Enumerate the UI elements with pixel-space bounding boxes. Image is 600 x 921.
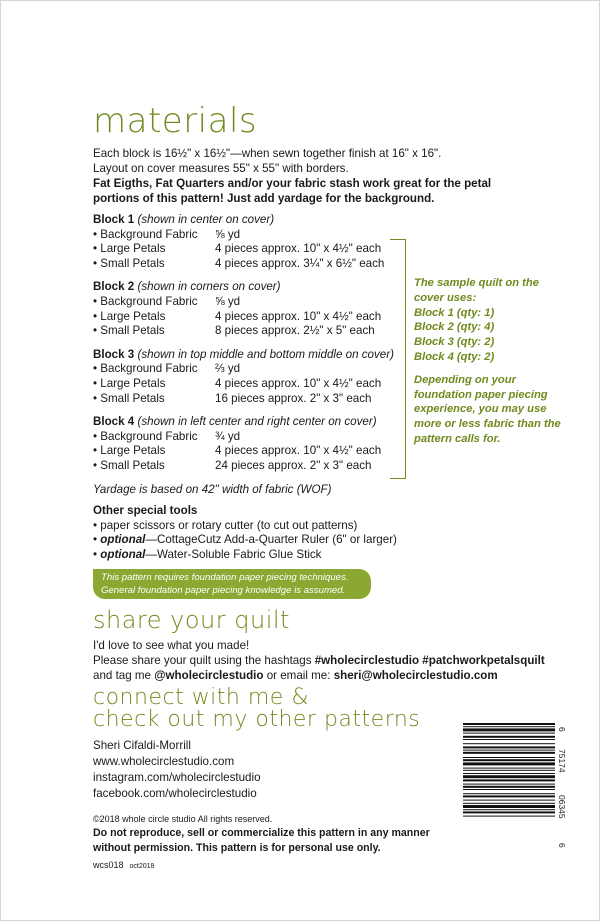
- upc-barcode: [463, 723, 568, 857]
- social-handle: @wholecirclestudio: [154, 669, 264, 682]
- fabric-amount: 4 pieces approx. 3¼" x 6½" each: [215, 256, 385, 270]
- pattern-date: oct2018: [129, 863, 155, 870]
- block-4: [93, 415, 413, 473]
- tool-text: paper scissors or rotary cutter (to cut out patterns): [100, 518, 358, 532]
- block-2: [93, 280, 413, 338]
- block-note: (shown in left center and right center on cover): [137, 415, 377, 429]
- contact-list: [93, 738, 261, 802]
- block-row: [93, 310, 413, 325]
- fabric-amount: ⅝ yd: [215, 227, 241, 241]
- materials-intro: [93, 146, 493, 206]
- share-line-3-mid: or email me:: [263, 669, 334, 682]
- fabric-item: • Large Petals: [93, 309, 166, 323]
- block-title: Block 4: [93, 415, 135, 429]
- copyright: ©2018 whole circle studio All rights reserved.: [93, 814, 273, 824]
- fabric-item: • Large Petals: [93, 242, 166, 256]
- blocks-list: [93, 213, 413, 497]
- intro-line-2: Layout on cover measures 55" x 55" with borders.: [93, 162, 349, 175]
- barcode-digit-first: 6: [557, 843, 567, 848]
- sidenote-paragraph: Depending on your foundation paper piecing experience, you may use more or less fabric than the pattern calls for.: [414, 373, 561, 445]
- sidenote-bracket: [390, 239, 406, 479]
- banner-line: This pattern requires foundation paper piecing techniques.: [101, 572, 349, 583]
- block-row: [93, 242, 413, 257]
- fabric-amount: 4 pieces approx. 10" x 4½" each: [215, 444, 382, 458]
- legal-footer: [93, 813, 463, 873]
- sidenote-block: [414, 276, 564, 365]
- fabric-item: • Background Fabric: [93, 362, 198, 376]
- block-note: (shown in top middle and bottom middle on cover): [137, 347, 394, 361]
- fabric-item: • Small Petals: [93, 458, 165, 472]
- pattern-code: [93, 859, 463, 873]
- block-row: [93, 324, 413, 339]
- block-row: [93, 430, 413, 445]
- fabric-amount: 4 pieces approx. 10" x 4½" each: [215, 242, 382, 256]
- block-note: (shown in center on cover): [137, 213, 275, 226]
- fabric-item: • Small Petals: [93, 324, 165, 338]
- block-3: [93, 348, 413, 406]
- website-link: www.wholecirclestudio.com: [93, 755, 235, 768]
- fabric-amount: ⅔ yd: [215, 362, 241, 376]
- block-row: [93, 444, 413, 459]
- author-name: Sheri Cifaldi-Morrill: [93, 739, 191, 752]
- share-line-3: [93, 668, 563, 683]
- tool-optional-label: optional: [100, 533, 146, 547]
- block-row: [93, 295, 413, 310]
- block-title: Block 2: [93, 280, 135, 294]
- instagram-link: instagram.com/wholecirclestudio: [93, 771, 261, 784]
- block-row: [93, 362, 413, 377]
- block-1: [93, 213, 413, 271]
- fabric-item: • Background Fabric: [93, 294, 198, 308]
- block-row: [93, 257, 413, 272]
- tool-optional-label: optional: [100, 547, 146, 561]
- fabric-amount: 8 pieces approx. 2½" x 5" each: [215, 324, 375, 338]
- usage-warning: Do not reproduce, sell or commercialize this pattern in any manner without permission. This pattern is for personal use only.: [93, 827, 430, 854]
- sidenote-qty-line: Block 4 (qty: 2): [414, 350, 495, 363]
- tool-text: —CottageCutz Add-a-Quarter Ruler (6" or larger): [145, 533, 397, 547]
- fabric-item: • Background Fabric: [93, 429, 198, 443]
- special-tools: [93, 504, 453, 562]
- sidenote-qty-line: Block 1 (qty: 1): [414, 306, 495, 319]
- block-row: [93, 392, 413, 407]
- share-heading: share your quilt: [93, 606, 290, 634]
- share-body: [93, 638, 563, 683]
- share-line-1: I'd love to see what you made!: [93, 639, 250, 652]
- intro-bold-note: Fat Eigths, Fat Quarters and/or your fabric stash work great for the petal portions of this pattern! Just add yardage for the background.: [93, 177, 492, 205]
- barcode-digit-last: 6: [557, 727, 567, 732]
- fabric-amount: ¾ yd: [215, 429, 241, 443]
- fabric-amount: 4 pieces approx. 10" x 4½" each: [215, 309, 382, 323]
- sidenote-qty-line: Block 2 (qty: 4): [414, 321, 495, 334]
- fabric-amount: 16 pieces approx. 2" x 3" each: [215, 391, 372, 405]
- yardage-note: Yardage is based on 42" width of fabric (WOF): [93, 482, 332, 496]
- fabric-item: • Small Petals: [93, 256, 165, 270]
- sidenote-qty-line: Block 3 (qty: 2): [414, 336, 495, 349]
- fabric-amount: 24 pieces approx. 2" x 3" each: [215, 458, 372, 472]
- sidenote-intro: The sample quilt on the cover uses:: [414, 277, 539, 304]
- fabric-item: • Small Petals: [93, 391, 165, 405]
- hashtags: #wholecirclestudio #patchworkpetalsquilt: [314, 654, 545, 667]
- tool-item: [93, 519, 453, 534]
- block-note: (shown in corners on cover): [137, 280, 281, 294]
- email-address: sheri@wholecirclestudio.com: [333, 669, 498, 682]
- fabric-item: • Background Fabric: [93, 227, 198, 241]
- block-row: [93, 377, 413, 392]
- fabric-amount: ⅝ yd: [215, 294, 241, 308]
- barcode-icon: [463, 723, 555, 857]
- fabric-item: • Large Petals: [93, 444, 166, 458]
- share-line-3-text: and tag me: [93, 669, 155, 682]
- fabric-amount: 4 pieces approx. 10" x 4½" each: [215, 376, 382, 390]
- tool-item: [93, 533, 453, 548]
- share-line-2-text: Please share your quilt using the hashtags: [93, 654, 315, 667]
- banner-line: General foundation paper piecing knowledge is assumed.: [101, 584, 346, 596]
- tools-title: Other special tools: [93, 504, 198, 517]
- materials-heading: materials: [93, 101, 258, 141]
- barcode-group-1: 06345: [557, 795, 567, 819]
- block-row: [93, 228, 413, 243]
- pattern-id: wcs018: [93, 860, 124, 870]
- tool-text: —Water-Soluble Fabric Glue Stick: [145, 547, 322, 561]
- block-row: [93, 459, 413, 474]
- facebook-link: facebook.com/wholecirclestudio: [93, 787, 257, 800]
- sample-quilt-note: [414, 276, 564, 455]
- barcode-group-2: 75174: [557, 749, 567, 773]
- fabric-item: • Large Petals: [93, 376, 166, 390]
- share-line-2: [93, 653, 563, 668]
- intro-line-1: Each block is 16½" x 16½"—when sewn together finish at 16" x 16".: [93, 147, 442, 160]
- connect-heading-line-2: check out my other patterns: [93, 707, 421, 732]
- connect-heading: [93, 687, 453, 731]
- tool-item: [93, 548, 453, 563]
- connect-heading-line-1: connect with me &: [93, 685, 309, 710]
- fpp-requirement-banner: [93, 569, 371, 599]
- block-title: Block 1: [93, 213, 135, 226]
- block-title: Block 3: [93, 347, 135, 361]
